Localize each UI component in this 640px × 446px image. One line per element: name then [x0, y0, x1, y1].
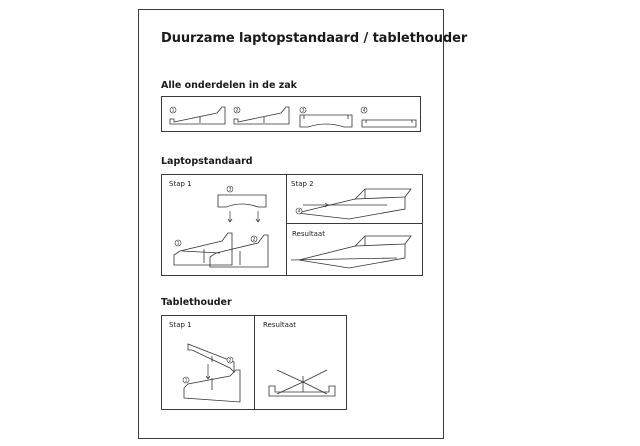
part-1-number [170, 107, 176, 114]
laptop-result-label: Resultaat [292, 230, 325, 238]
laptop-heading: Laptopstandaard [161, 156, 253, 167]
tablet-step1-label: Stap 1 [169, 321, 192, 329]
svg-text:3: 3 [228, 187, 232, 193]
part-4-bar [362, 120, 416, 127]
tablet-result-label: Resultaat [263, 321, 296, 329]
svg-text:2: 2 [228, 358, 232, 364]
laptop-step1-diagram [162, 175, 286, 275]
tablet-box [161, 315, 347, 410]
svg-text:4: 4 [362, 108, 366, 114]
svg-text:1: 1 [176, 241, 180, 247]
tablet-heading: Tablethouder [161, 297, 232, 308]
tablet-step1-diagram [162, 316, 254, 409]
laptop-box [161, 174, 423, 276]
laptop-step2-label: Stap 2 [291, 180, 314, 188]
part-4-number [361, 107, 367, 114]
svg-text:1: 1 [184, 378, 188, 384]
svg-text:1: 1 [171, 108, 175, 114]
svg-text:2: 2 [252, 237, 256, 243]
svg-text:2: 2 [235, 108, 239, 114]
svg-text:3: 3 [301, 108, 305, 114]
tablet-step1-number-1 [183, 377, 189, 384]
tablet-result-diagram [255, 316, 347, 409]
laptop-result-diagram [287, 224, 423, 274]
step1-number-3 [227, 186, 233, 193]
step1-number-2 [251, 236, 257, 243]
part-2-side-piece [234, 107, 289, 124]
parts-heading: Alle onderdelen in de zak [161, 80, 297, 91]
parts-diagram [162, 97, 422, 133]
step1-number-1 [175, 240, 181, 247]
part-2-number [234, 107, 240, 114]
svg-text:4: 4 [297, 209, 301, 215]
laptop-step1-label: Stap 1 [169, 180, 192, 188]
page-title: Duurzame laptopstandaard / tablethouder [161, 31, 468, 46]
instruction-sheet [138, 9, 468, 439]
parts-box [161, 96, 421, 132]
tablet-step1-number-2 [227, 357, 233, 364]
laptop-step2-diagram [287, 175, 423, 223]
part-3-number [300, 107, 306, 114]
part-1-side-piece [170, 107, 225, 124]
part-3-cross-piece [300, 115, 352, 127]
